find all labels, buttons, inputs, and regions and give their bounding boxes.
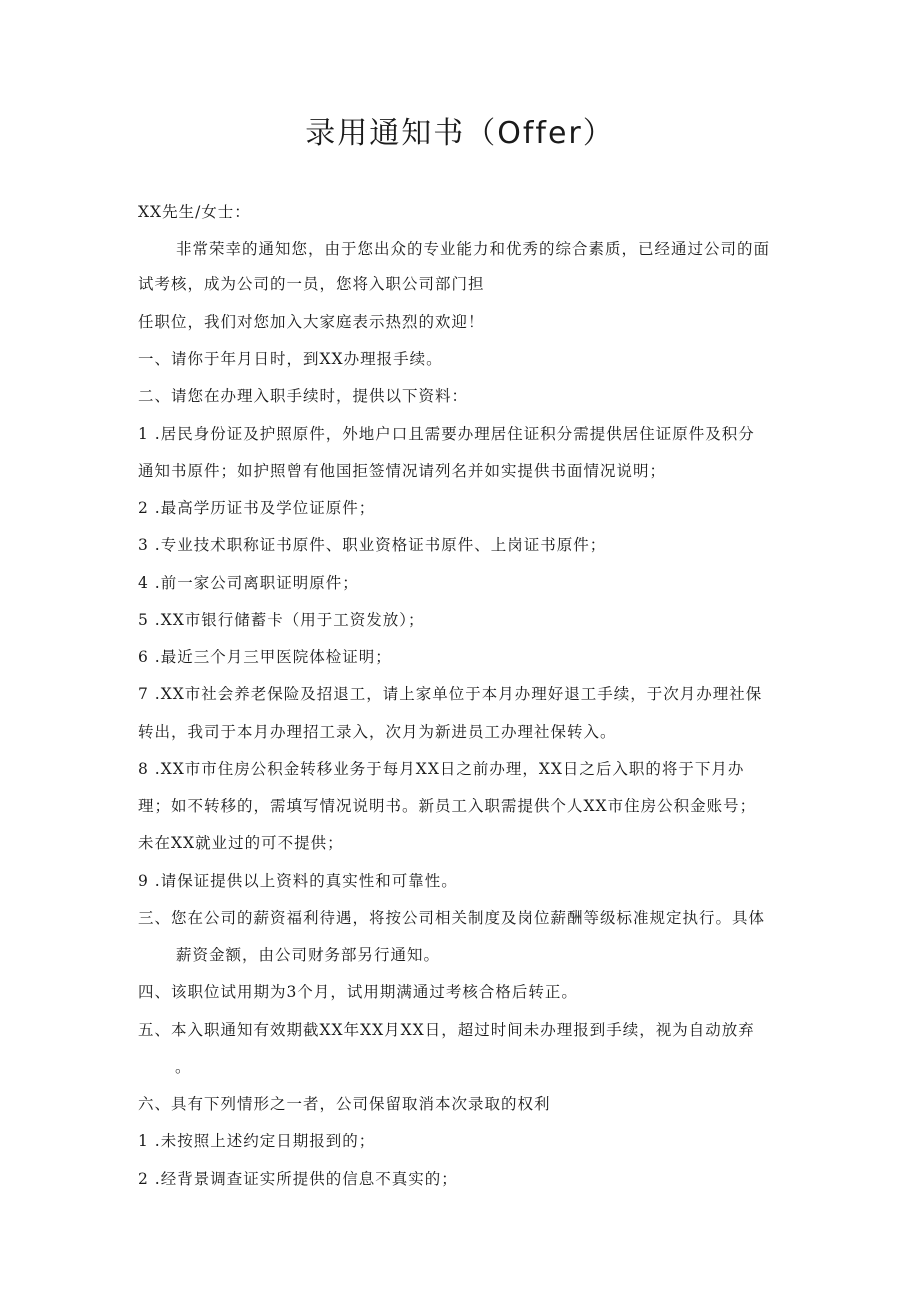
document-item-6: 6 .最近三个月三甲医院体检证明； bbox=[138, 648, 392, 666]
section-4-probation: 四、该职位试用期为3个月，试用期满通过考核合格后转正。 bbox=[138, 983, 578, 1001]
document-item-4: 4 .前一家公司离职证明原件； bbox=[138, 574, 359, 592]
document-item-1-line-1: 1 .居民身份证及护照原件，外地户口且需要办理居住证积分需提供居住证原件及积分 bbox=[138, 425, 755, 443]
welcome-paragraph-line-3: 任职位，我们对您加入大家庭表示热烈的欢迎！ bbox=[138, 313, 485, 331]
document-item-1-line-2: 通知书原件；如护照曾有他国拒签情况请列名并如实提供书面情况说明； bbox=[138, 462, 667, 480]
document-item-7-line-2: 转出，我司于本月办理招工录入，次月为新进员工办理社保转入。 bbox=[138, 723, 617, 741]
document-item-5: 5 .XX市银行储蓄卡（用于工资发放）； bbox=[138, 611, 425, 629]
section-1-report-time: 一、请你于年月日时，到XX办理报手续。 bbox=[138, 350, 443, 368]
section-6-cancellation-heading: 六、具有下列情形之一者，公司保留取消本次录取的权利 bbox=[138, 1095, 551, 1113]
salutation: XX先生/女士： bbox=[138, 203, 251, 221]
cancellation-item-2: 2 .经背景调查证实所提供的信息不真实的； bbox=[138, 1170, 458, 1188]
section-5-validity-line-1: 五、本入职通知有效期截XX年XX月XX日，超过时间未办理报到手续，视为自动放弃 bbox=[138, 1021, 755, 1039]
document-item-7-line-1: 7 .XX市社会养老保险及招退工，请上家单位于本月办理好退工手续，于次月办理社保 bbox=[138, 685, 763, 703]
section-3-salary-line-1: 三、您在公司的薪资福利待遇，将按公司相关制度及岗位薪酬等级标准规定执行。具体 bbox=[138, 909, 766, 927]
document-item-9: 9 .请保证提供以上资料的真实性和可靠性。 bbox=[138, 872, 458, 890]
document-item-3: 3 .专业技术职称证书原件、职业资格证书原件、上岗证书原件； bbox=[138, 536, 607, 554]
section-2-documents-heading: 二、请您在办理入职手续时，提供以下资料： bbox=[138, 387, 469, 405]
welcome-paragraph-line-1: 非常荣幸的通知您，由于您出众的专业能力和优秀的综合素质，已经通过公司的面 bbox=[176, 240, 771, 258]
section-3-salary-line-2: 薪资金额，由公司财务部另行通知。 bbox=[176, 946, 441, 964]
document-item-8-line-3: 未在XX就业过的可不提供； bbox=[138, 834, 344, 852]
section-5-validity-line-2: 。 bbox=[175, 1058, 192, 1076]
welcome-paragraph-line-2: 试考核，成为公司的一员，您将入职公司部门担 bbox=[138, 275, 485, 293]
document-item-2: 2 .最高学历证书及学位证原件； bbox=[138, 499, 376, 517]
document-item-8-line-2: 理；如不转移的，需填写情况说明书。新员工入职需提供个人XX市住房公积金账号； bbox=[138, 797, 757, 815]
cancellation-item-1: 1 .未按照上述约定日期报到的； bbox=[138, 1132, 376, 1150]
document-title: 录用通知书（Offer） bbox=[305, 116, 615, 151]
document-item-8-line-1: 8 .XX市市住房公积金转移业务于每月XX日之前办理，XX日之后入职的将于下月办 bbox=[138, 760, 745, 778]
